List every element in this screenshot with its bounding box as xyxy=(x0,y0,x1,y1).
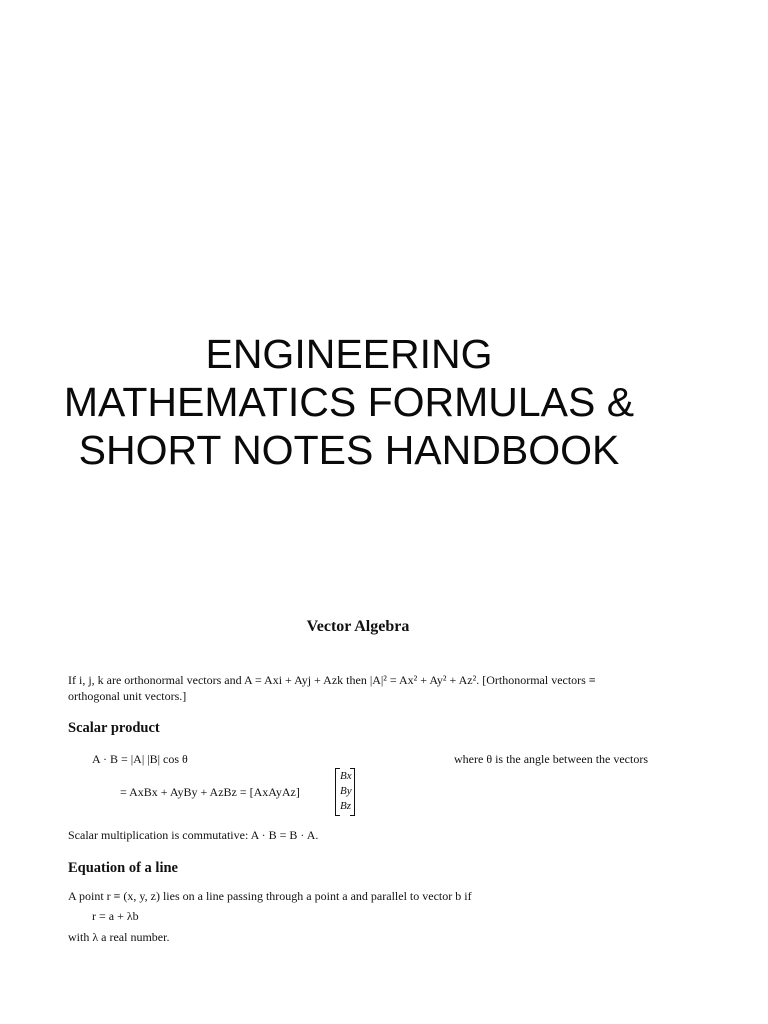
matrix-right-bracket xyxy=(350,768,355,816)
cover-title-line-3: SHORT NOTES HANDBOOK xyxy=(78,427,620,473)
line-equation-text: A point r ≡ (x, y, z) lies on a line passing through a point a and parallel to vector b if xyxy=(68,889,472,903)
scalar-product-heading: Scalar product xyxy=(68,720,160,736)
line-equation-note: with λ a real number. xyxy=(68,930,170,944)
cover-title xyxy=(0,330,698,474)
cover-title-line-2: MATHEMATICS FORMULAS & xyxy=(63,379,635,425)
cover-title-line-1: ENGINEERING xyxy=(205,331,493,377)
line-equation-heading: Equation of a line xyxy=(68,860,178,876)
matrix-entry-bz: Bz xyxy=(340,800,351,812)
line-equation-formula: r = a + λb xyxy=(92,909,139,923)
intro-line-1: If i, j, k are orthonormal vectors and A = Axi + Ayj + Azk then |A|² = Ax² + Ay² + Az². [Orthonormal vectors ≡ xyxy=(68,673,596,687)
scalar-product-eq2: = AxBx + AyBy + AzBz = [AxAyAz] xyxy=(120,785,300,799)
section-title: Vector Algebra xyxy=(306,618,410,635)
commutative-note: Scalar multiplication is commutative: A · B = B · A. xyxy=(68,828,319,842)
scalar-product-eq1-note: where θ is the angle between the vectors xyxy=(454,752,649,766)
matrix-entry-bx: Bx xyxy=(340,770,352,782)
matrix-entry-by: By xyxy=(340,785,352,797)
intro-line-2: orthogonal unit vectors.] xyxy=(68,689,187,703)
scalar-product-eq1: A · B = |A| |B| cos θ xyxy=(92,752,188,766)
column-matrix xyxy=(340,769,350,814)
